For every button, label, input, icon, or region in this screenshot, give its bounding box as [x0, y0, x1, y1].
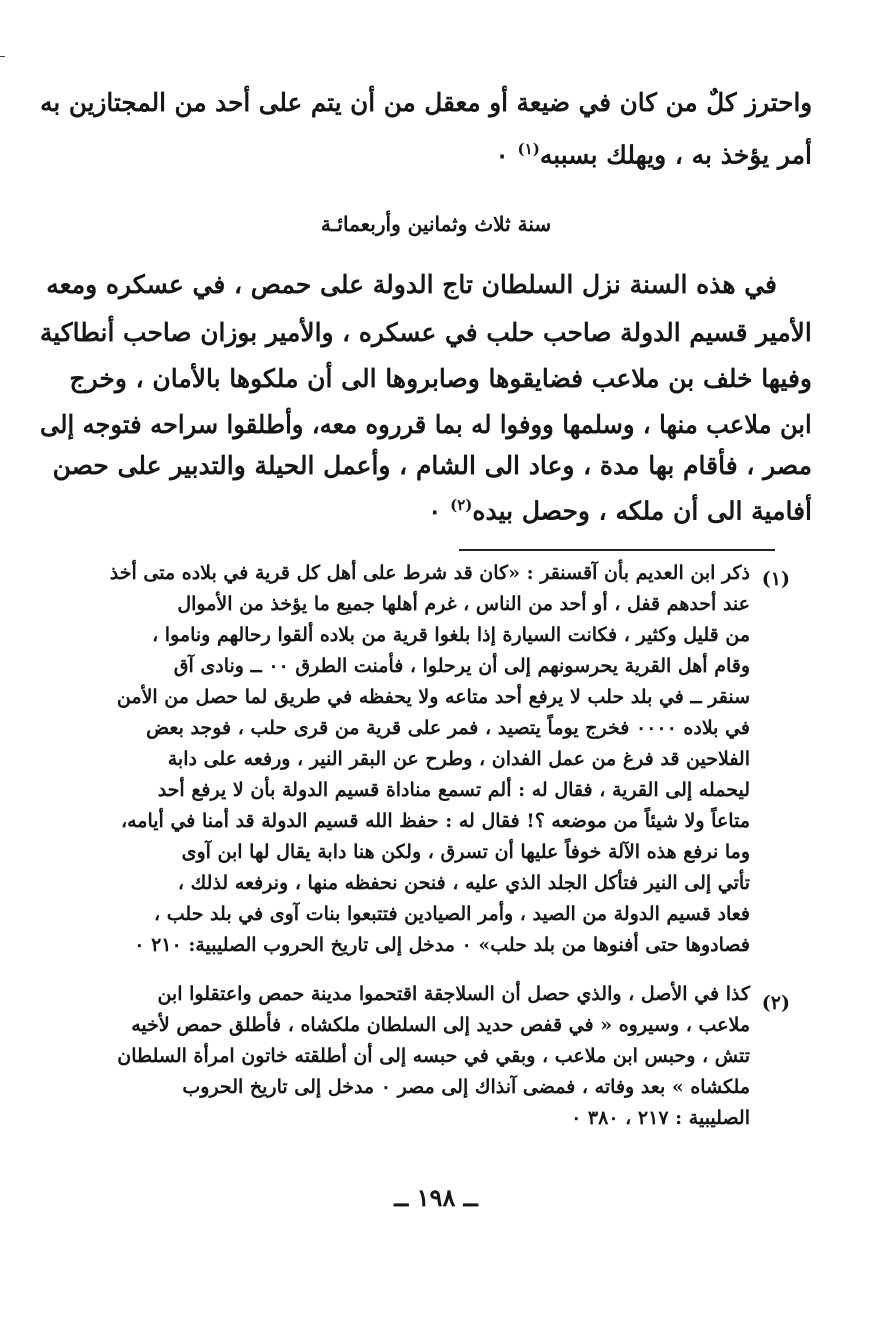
footnote-1-line-5: سنقر ــ في بلد حلب لا يرفع أحد متاعه ولا يحفظه في طريق لما حصل من الأمن	[116, 686, 750, 708]
footnote-ref-2: (٢)	[450, 496, 473, 514]
section-heading: سنة ثلاث وثمانين وأربعمائـة	[320, 212, 552, 236]
main-paragraph-line-1: في هذه السنة نزل السلطان تاج الدولة على حمص ، في عسكره ومعه	[46, 270, 777, 299]
top-paragraph-line-2: أمر يؤخذ به ، ويهلك بسببه$^{(١)}$ ٠	[495, 140, 812, 170]
footnote-2-line-4: ملكشاه » بعد وفاته ، فمضى آنذاك إلى مصر ٠ مدخل إلى تاريخ الحروب	[182, 1076, 750, 1098]
footnote-2-line-1: كذا في الأصل ، والذي حصل أن السلاجقة اقتحموا مدينة حمص واعتقلوا ابن	[157, 983, 750, 1005]
footnote-number-2: (٢)	[761, 992, 790, 1014]
footnote-1-line-8: ليحمله إلى القرية ، فقال له : ألم تسمع مناداة قسيم الدولة بأن لا يرفع أحد	[157, 779, 750, 801]
footnote-2-line-2: ملاعب ، وسيروه « في قفص حديد إلى السلطان ملكشاه ، فأطلق حمص لأخيه	[131, 1014, 750, 1036]
footnote-1-line-11: تأتي إلى النير فتأكل الجلد الذي عليه ، فنحن نحفظه منها ، ونرفعه لذلك ،	[177, 872, 750, 894]
footnote-1-line-3: من قليل وكثير ، فكانت السيارة إذا بلغوا قرية من بلاده ألقوا رحالهم وناموا ،	[152, 624, 750, 646]
main-paragraph-line-6: أفامية الى أن ملكه ، وحصل بيده$^{(٢)}$ ٠	[427, 496, 812, 526]
main-paragraph-line-2: الأمير قسيم الدولة صاحب حلب في عسكره ، والأمير بوزان صاحب أنطاكية	[40, 318, 812, 347]
footnote-1-line-9: متاعاً ولا شيئاً من موضعه ؟! فقال له : حفظ الله قسيم الدولة قد أمنا في أيامه،	[120, 810, 750, 832]
page-number: ــ ١٩٨ ــ	[394, 1183, 478, 1212]
footnote-2-line-5: الصليبية : ٢١٧ ، ٣٨٠ ٠	[571, 1107, 750, 1129]
top-paragraph-line-1: واحترز كلٌ من كان في ضيعة أو معقل من أن يتم على أحد من المجتازين به	[39, 88, 812, 117]
footnote-ref-1: (١)	[517, 140, 540, 158]
footnote-1-line-6: في بلاده ٠٠٠٠ فخرج يوماً يتصيد ، فمر على قرية من قرى حلب ، فوجد بعض	[146, 717, 750, 739]
footnote-1-line-7: الفلاحين قد فرغ من عمل الفدان ، وطرح عن البقر النير ، ورفعه على دابة	[167, 748, 750, 770]
footnote-1-line-1: ذكر ابن العديم بأن آقسنقر : «كان قد شرط على أهل كل قرية في بلاده متى أخذ	[109, 562, 750, 584]
footnote-1-line-10: وما نرفع هذه الآلة خوفاً عليها أن تسرق ، ولكن هنا دابة يقال لها ابن آوى	[181, 841, 750, 863]
footnote-1-line-13: فصادوها حتى أفنوها من بلد حلب» ٠ مدخل إلى تاريخ الحروب الصليبية: ٢١٠ ٠	[134, 934, 750, 956]
footnote-number-1: (١)	[761, 568, 790, 590]
footnote-1-line-12: فعاد قسيم الدولة من الصيد ، وأمر الصيادين فتتبعوا بنات آوى في بلد حلب ،	[154, 903, 750, 925]
footnote-1-line-4: وقام أهل القرية يحرسونهم إلى أن يرحلوا ، فأمنت الطرق ٠٠ ــ ونادى آق	[173, 655, 750, 677]
footnote-1-line-2: عند أحدهم قفل ، أو أحد من الناس ، غرم أهلها جميع ما يؤخذ من الأموال	[177, 593, 750, 615]
margin-mark	[0, 56, 5, 57]
main-paragraph-line-3: وفيها خلف بن ملاعب فضايقوها وصابروها الى أن ملكوها بالأمان ، وخرج	[69, 364, 812, 393]
footnote-separator	[459, 549, 775, 551]
footnote-2-line-3: تتش ، وحبس ابن ملاعب ، وبقي في حبسه إلى أن أطلقته خاتون امرأة السلطان	[117, 1045, 750, 1067]
main-paragraph-line-4: ابن ملاعب منها ، وسلمها ووفوا له بما قرروه معه، وأطلقوا سراحه فتوجه إلى	[40, 410, 812, 439]
main-paragraph-line-5: مصر ، فأقام بها مدة ، وعاد الى الشام ، وأعمل الحيلة والتدبير على حصن	[52, 451, 812, 480]
